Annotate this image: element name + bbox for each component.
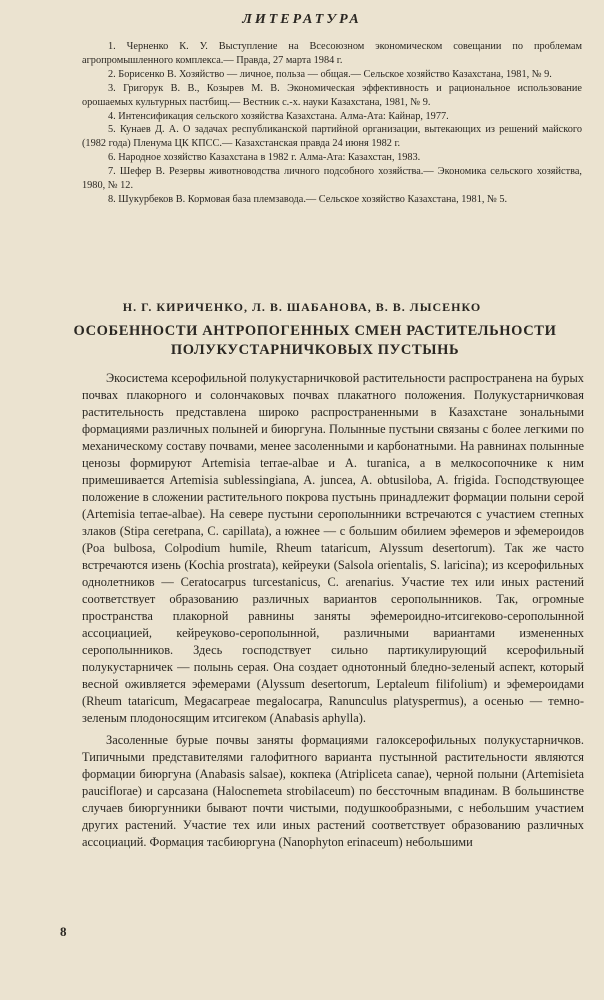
reference-item: 1. Черненко К. У. Выступление на Всесоюзном экономическом совещании по проблемам агропромышленного комплекса.— Правда, 27 марта 1984 г. [82, 41, 582, 66]
article-body [82, 370, 584, 856]
literature-heading: ЛИТЕРАТУРА [242, 12, 362, 27]
reference-item: 3. Григорук В. В., Козырев М. В. Экономическая эффективность и рациональное использование орошаемых культурных пастбищ.— Вестник с.-х. науки Казахстана, 1981, № 9. [82, 82, 582, 108]
reference-item: 7. Шефер В. Резервы животноводства личного подсобного хозяйства.— Экономика сельского хозяйства, 1980, № 12. [82, 166, 582, 192]
reference-item: 6. Народное хозяйство Казахстана в 1982 г. Алма-Ата: Казахстан, 1983. [108, 152, 421, 164]
reference-list [82, 40, 582, 207]
body-paragraph: Засоленные бурые почвы заняты формациями галоксерофильных полукустарничков. Типичными представителями галофитного варианта пустынной растительности являются формации биюргуна (Anabasis salsae), кокпека (Atripliceta canae), черной полыни (Artemisieta pauciflorae) и сарсазана (Halocnemeta strobilaceum) по бессточным впадинам. В большинстве случаев биюргунники бывают почти чистыми, подушкообразными, с небольшим участием других растений. Участие тех или иных растений соответствует образованию различных ассоциаций. Формация тасбиюргуна (Nanophyton erinaceum) небольшими [82, 733, 584, 849]
article-title: ОСОБЕННОСТИ АНТРОПОГЕННЫХ СМЕН РАСТИТЕЛЬНОСТИ ПОЛУКУСТАРНИЧКОВЫХ ПУСТЫНЬ [73, 323, 557, 358]
page-number: 8 [60, 924, 67, 939]
reference-item: 8. Шукурбеков В. Кормовая база племзавода.— Сельское хозяйство Казахстана, 1981, № 5. [108, 193, 508, 205]
reference-item: 2. Борисенко В. Хозяйство — личное, польза — общая.— Сельское хозяйство Казахстана, 1981, № 9. [108, 68, 552, 80]
article-authors: Н. Г. КИРИЧЕНКО, Л. В. ШАБАНОВА, В. В. ЛЫСЕНКО [122, 300, 482, 314]
reference-item: 5. Кунаев Д. А. О задачах республиканской партийной организации, вытекающих из решений майского (1982 года) Пленума ЦК КПСС.— Казахстанская правда 24 июня 1982 г. [82, 124, 582, 150]
reference-item: 4. Интенсификация сельского хозяйства Казахстана. Алма-Ата: Кайнар, 1977. [108, 110, 449, 122]
body-paragraph: Экосистема ксерофильной полукустарничковой растительности распространена на бурых почвах плакорного и солончаковых почвах плакатного положения. Полукустарничковая растительность представлена широко распространенными в Казахстане зональными формациями различных полыней и биюргуна. Полынные пустыни связаны с более легкими по механическому составу почвами, менее засоленными и карбонатными. На равнинах полынные ценозы формируют Artemisia terrae-albae и A. turanica, а в мелкосопочнике к ним примешивается Artemisia sublessingiana, A. juncea, A. obtusiloba, A. frigida. Господствующее положение в сложении растительного покрова пустынь принадлежит формации полыни серой (Artemisia terrae-albae). На севере пустыни серополынники встречаются с участием степных злаков (Stipa ceretpana, C. capillata), а южнее — с большим обилием эфемеров и эфемероидов (Poa bulbosa, Colpodium humile, Rheum tataricum, Alyssum desertorum). Так же часто встречаются изень (Kochia prostrata), кейреуки (Salsola orientalis, S. laricina); из ксерофильных однолетников — Ceratocarpus turcestanicus, C. arenarius. Участие тех или иных растений соответствует образованию различных вариантов серополынников. Так, огромные пространства плакорной равнины заняты эфемероидно-итсигеково-серополынной ассоциацией, кейреуково-серополынной, различными вариантами измененных серополынников. Здесь господствует сильно партикулирующий ксерофильный полукустарничек — полынь серая. Она создает однотонный бледно-зеленый аспект, который весной оживляется эфемерами (Alyssum desertorum, Leptaleum filifolium) и эфемероидами (Rheum tataricum, Megacarpeae megalocarpa, Ranunculus platyspermus), а осенью — темно-зеленым плодоносящим итсигеком (Anabasis aphylla). [82, 371, 584, 725]
